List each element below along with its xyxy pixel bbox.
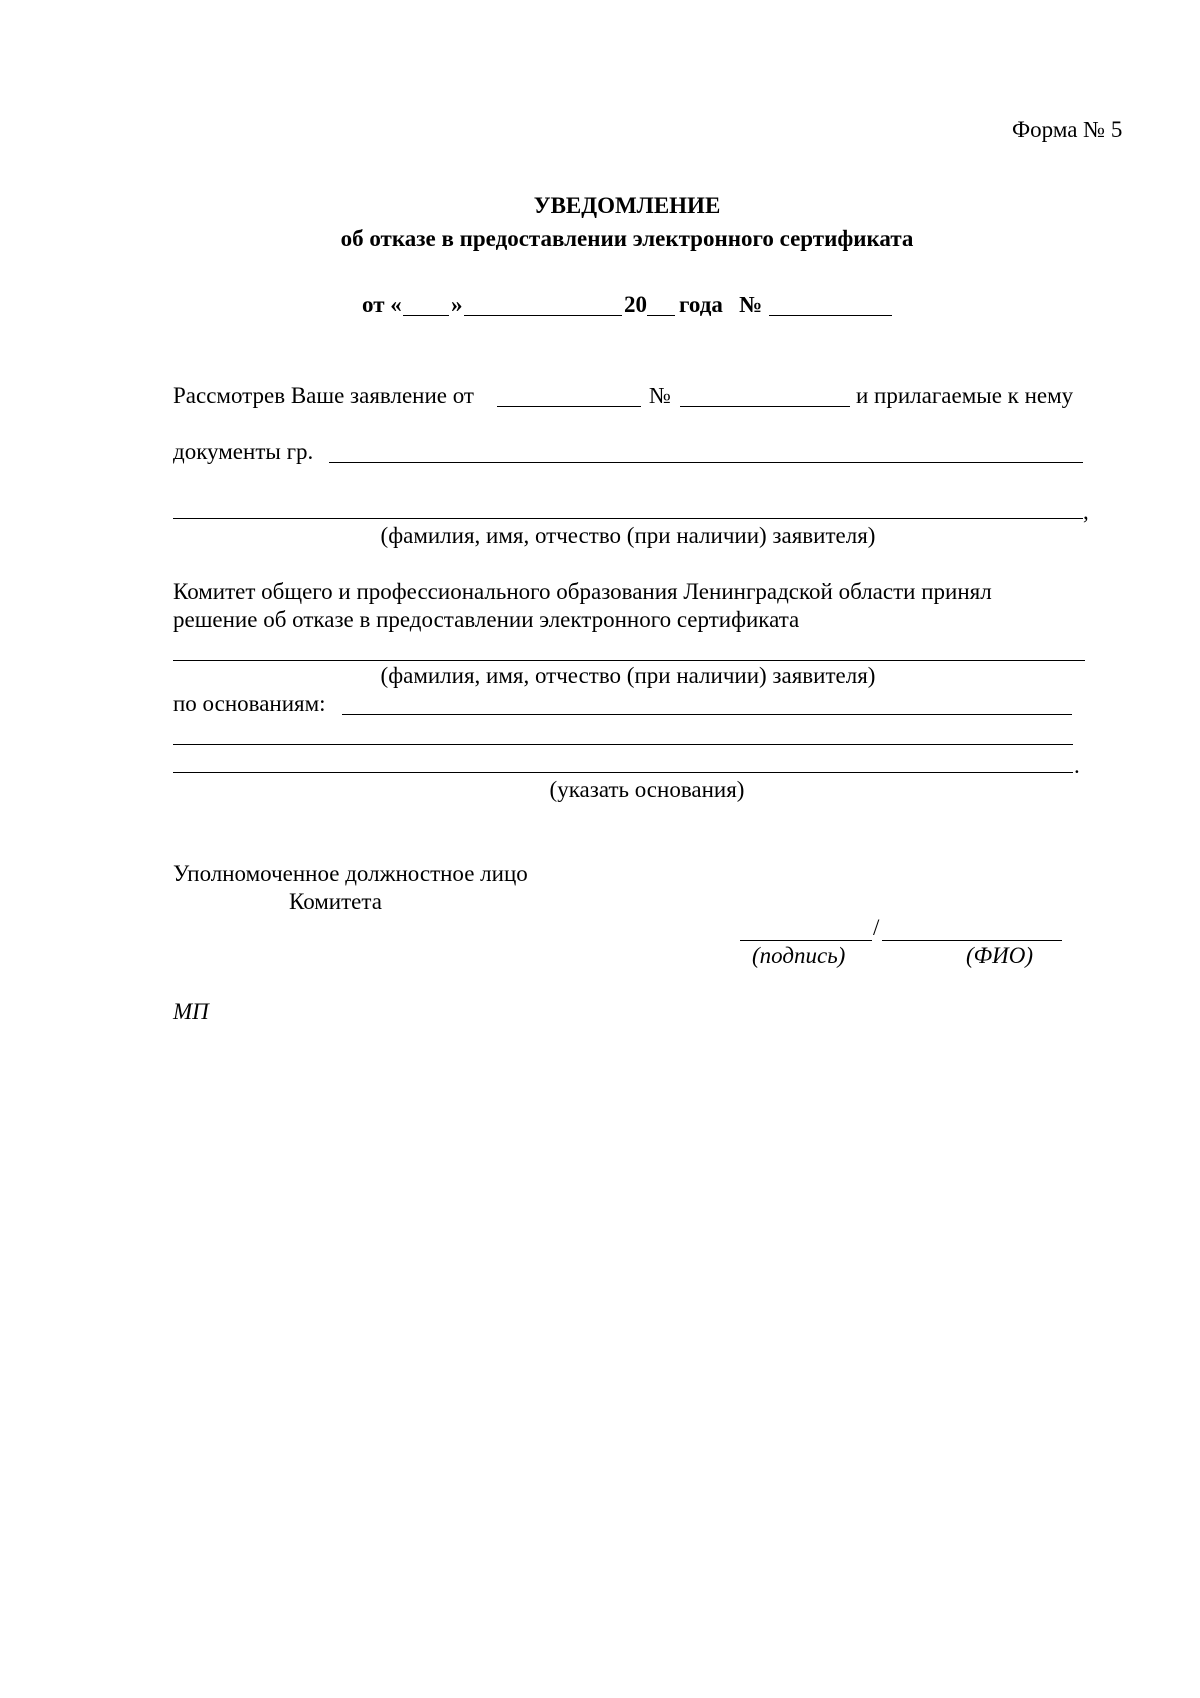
grounds-blank-2 (173, 744, 1073, 745)
grounds-caption: (указать основания) (549, 777, 745, 802)
documents-label: документы гр. (173, 439, 314, 464)
fio-caption: (ФИО) (966, 943, 1034, 968)
year-blank (647, 315, 675, 316)
date-quote-close: » (451, 292, 463, 317)
grounds-period: . (1074, 753, 1080, 778)
decision-line1: Комитет общего и профессионального образования Ленинградской области принял (173, 579, 992, 604)
applicant-name-blank-2 (173, 518, 1083, 519)
signatory-line1: Уполномоченное должностное лицо (173, 861, 528, 886)
signature-caption: (подпись) (752, 943, 846, 968)
para1-number-sign: № (649, 383, 671, 408)
caption-fio-2: (фамилия, имя, отчество (при наличии) заявителя) (380, 663, 876, 688)
decision-line2: решение об отказе в предоставлении электронного сертификата (173, 607, 800, 632)
stamp-label: МП (173, 999, 209, 1024)
grounds-label: по основаниям: (173, 691, 326, 716)
application-date-blank (497, 406, 641, 407)
signature-blank (740, 940, 872, 941)
grounds-blank-1 (342, 714, 1072, 715)
applicant-name-blank-1 (329, 462, 1083, 463)
number-sign: № (739, 292, 763, 317)
date-prefix: от « (362, 292, 402, 317)
notice-number-blank (769, 315, 892, 316)
para1-start: Рассмотрев Ваше заявление от (173, 383, 474, 408)
year-suffix: года (679, 292, 723, 317)
year-prefix: 20 (624, 292, 647, 317)
application-number-blank (680, 406, 850, 407)
grounds-blank-3 (173, 772, 1073, 773)
document-title: УВЕДОМЛЕНИЕ (533, 193, 721, 218)
applicant-name-blank-3 (173, 660, 1085, 661)
document-subtitle: об отказе в предоставлении электронного сертификата (340, 226, 914, 251)
form-number: Форма № 5 (1012, 117, 1123, 142)
caption-fio: (фамилия, имя, отчество (при наличии) заявителя) (380, 523, 876, 548)
fio-blank (882, 940, 1062, 941)
signature-slash: / (873, 915, 880, 940)
para1-end: и прилагаемые к нему (856, 383, 1074, 408)
trailing-comma: , (1083, 499, 1089, 524)
month-blank (464, 315, 622, 316)
day-blank (403, 315, 449, 316)
signatory-line2: Комитета (289, 889, 382, 914)
